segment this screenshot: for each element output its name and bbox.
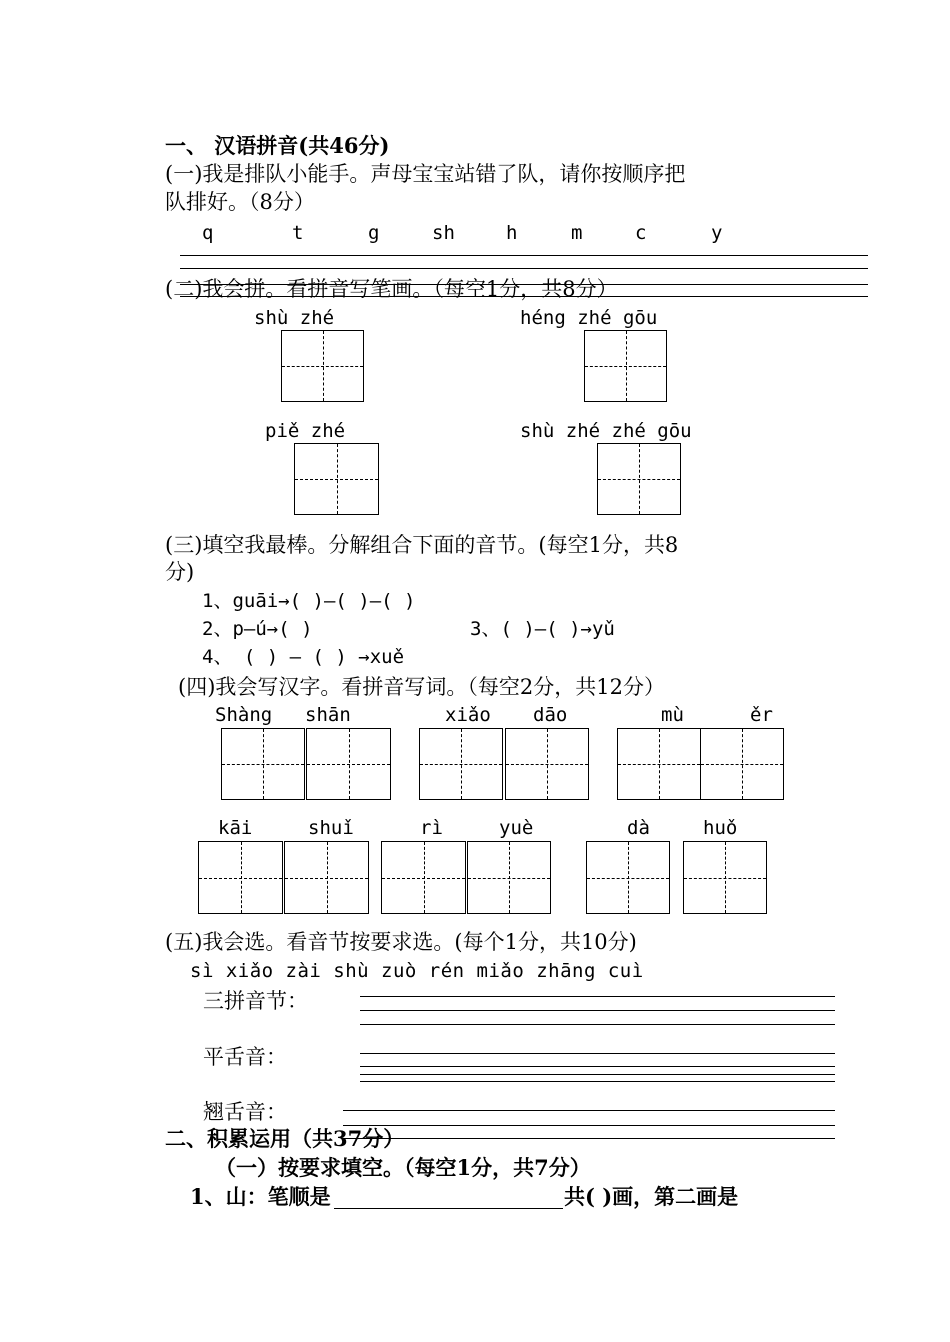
word-pinyin: shuǐ [308, 817, 354, 839]
tianzige-box[interactable] [505, 728, 589, 800]
part3-instruction-line2: 分) [165, 560, 195, 584]
word-pinyin: Shàng [215, 704, 273, 726]
question-1: 1、guāi→( )—( )—( ) [202, 590, 416, 612]
part1-instruction-line1: (一)我是排队小能手。声母宝宝站错了队，请你按顺序把 [165, 162, 686, 186]
answer-line[interactable] [360, 996, 835, 997]
initial-letter: c [635, 222, 647, 244]
word-pinyin: mù [661, 704, 684, 726]
tianzige-box[interactable] [467, 841, 551, 914]
word-pinyin: xiǎo [445, 704, 491, 726]
initial-letter: y [711, 222, 723, 244]
stroke-pinyin: piě zhé [265, 420, 346, 442]
initial-letter: t [292, 222, 304, 244]
writing-line[interactable] [180, 268, 868, 269]
question-2: 2、p—ú→( ) [202, 618, 313, 640]
answer-blank[interactable] [334, 1208, 563, 1209]
tianzige-box[interactable] [381, 841, 466, 914]
part2-title: (二)我会拼。看拼音写笔画。（每空1分，共8分） [165, 277, 618, 301]
label-three-part-syllable: 三拼音节： [203, 989, 308, 1013]
part5-title: (五)我会选。看音节按要求选。(每个1分，共10分) [165, 930, 637, 954]
tianzige-box[interactable] [597, 443, 681, 515]
tianzige-box[interactable] [281, 330, 364, 402]
initial-letter: h [506, 222, 518, 244]
word-pinyin: ěr [750, 704, 773, 726]
stroke-pinyin: héng zhé gōu [520, 307, 658, 329]
stroke-pinyin: shù zhé [254, 307, 335, 329]
initial-letter: m [571, 222, 583, 244]
initial-letter: sh [432, 222, 455, 244]
tianzige-box[interactable] [584, 330, 667, 402]
tianzige-box[interactable] [198, 841, 283, 914]
tianzige-box[interactable] [221, 728, 305, 800]
fill-question-1-prefix: 1、山：笔顺是 [190, 1184, 331, 1209]
tianzige-box[interactable] [683, 841, 767, 914]
syllable-list: sì xiǎo zài shù zuò rén miǎo zhāng cuì [190, 960, 644, 982]
label-retroflex: 翘舌音： [203, 1100, 287, 1124]
tianzige-box[interactable] [419, 728, 503, 800]
section2-part1-title: （一）按要求填空。（每空1分，共7分） [215, 1155, 591, 1180]
answer-line[interactable] [343, 1125, 835, 1126]
word-pinyin: rì [420, 817, 443, 839]
stroke-pinyin: shù zhé zhé gōu [520, 420, 692, 442]
fill-question-1-suffix: 共( )画，第二画是 [564, 1184, 739, 1209]
word-pinyin: dāo [533, 704, 568, 726]
word-pinyin: dà [627, 817, 650, 839]
part3-instruction-line1: (三)填空我最棒。分解组合下面的音节。(每空1分，共8 [165, 533, 679, 557]
tianzige-box[interactable] [294, 443, 379, 515]
answer-line[interactable] [343, 1138, 835, 1139]
answer-line[interactable] [360, 1024, 835, 1025]
answer-line[interactable] [343, 1110, 835, 1111]
answer-line[interactable] [360, 1066, 835, 1067]
answer-line[interactable] [360, 1010, 835, 1011]
part1-instruction-line2: 队排好。（8分） [165, 190, 315, 214]
initial-letter: q [202, 222, 214, 244]
word-pinyin: shān [305, 704, 351, 726]
question-4: 4、 ( ) — ( ) →xuě [202, 646, 405, 668]
initial-letter: g [368, 222, 380, 244]
answer-line[interactable] [360, 1074, 835, 1075]
question-3: 3、( )—( )→yǔ [470, 618, 615, 640]
answer-line[interactable] [360, 1053, 835, 1054]
tianzige-box[interactable] [586, 841, 670, 914]
tianzige-box[interactable] [284, 841, 369, 914]
tianzige-box[interactable] [700, 728, 784, 800]
part4-title: (四)我会写汉字。看拼音写词。（每空2分，共12分） [178, 675, 665, 699]
tianzige-box[interactable] [617, 728, 701, 800]
word-pinyin: yuè [499, 817, 534, 839]
section2-title: 二、积累运用（共37分） [165, 1126, 405, 1151]
answer-line[interactable] [360, 1081, 835, 1082]
section1-title: 一、 汉语拼音(共46分) [165, 133, 390, 158]
writing-line[interactable] [180, 255, 868, 256]
label-flat-tongue: 平舌音： [203, 1045, 287, 1069]
tianzige-box[interactable] [306, 728, 391, 800]
word-pinyin: huǒ [703, 817, 738, 839]
word-pinyin: kāi [218, 817, 253, 839]
